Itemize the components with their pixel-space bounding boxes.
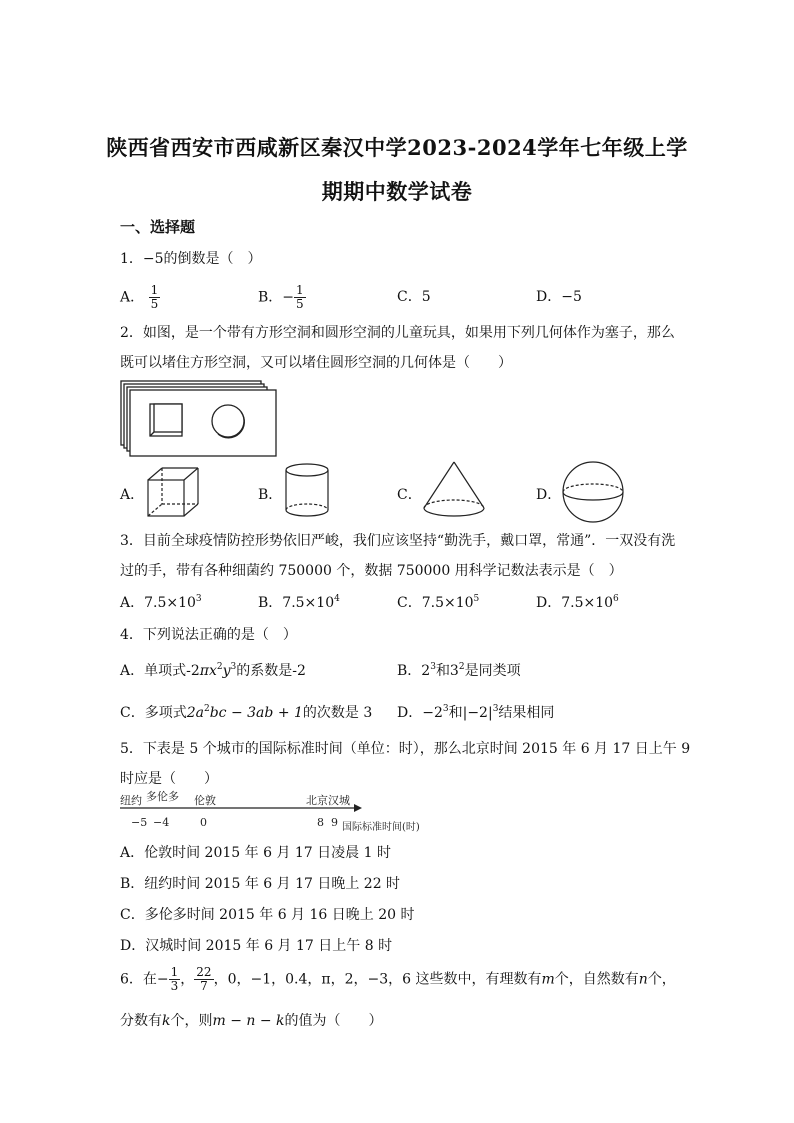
axis-arrow-icon [354, 804, 362, 812]
q1-option-d: D．−5 [536, 289, 582, 305]
q5-option-b: B．纽约时间 2015 年 6 月 17 日晚上 22 时 [120, 876, 401, 892]
q2-option-b-label: B． [258, 487, 283, 503]
question-4-text: 4．下列说法正确的是（ ） [120, 627, 297, 643]
question-6-line1: 6．在− $\frac{1}{3}$ ， $\frac{22}{7}$ ，0，−1，0.4，π，2，−3，6 这些数中，有理数有m个，自然数有n个， [120, 965, 676, 993]
question-3-line1: 3．目前全球疫情防控形势依旧严峻，我们应该坚持“勤洗手，戴口罩，常通”．一双没有洗 [120, 533, 676, 549]
q1-option-a: A． $\frac{1}{5}$ [120, 283, 159, 311]
cube-icon [146, 466, 200, 518]
q5-option-d: D．汉城时间 2015 年 6 月 17 日上午 8 时 [120, 938, 393, 954]
city-label-newyork: 纽约 [120, 794, 142, 807]
question-2-line1: 2．如图，是一个带有方形空洞和圆形空洞的儿童玩具，如果用下列几何体作为塞子，那么 [120, 325, 675, 341]
q4-option-c: C．多项式$2a^2bc - 3ab + 1$的次数是 3 [120, 704, 373, 721]
tick-label: 8 [317, 816, 324, 829]
q3-option-a: A．$7.5\times 10^3$ [120, 594, 202, 611]
fraction: $\frac{1}{3}$ [170, 965, 179, 993]
question-5-line1: 5．下表是 5 个城市的国际标准时间（单位：时），那么北京时间 2015 年 6 月 17 日上午 9 [120, 741, 691, 757]
q1-option-b: B．− $\frac{1}{5}$ [258, 283, 304, 311]
question-2-line2: 既可以堵住方形空洞，又可以堵住圆形空洞的几何体是（ ） [120, 355, 512, 371]
page-title-line1: 陕西省西安市西咸新区秦汉中学2023-2024学年七年级上学 [106, 135, 688, 160]
city-label-beijing-seoul: 北京汉城 [306, 794, 350, 807]
city-label-toronto: 多伦多 [146, 790, 179, 803]
question-5-line2: 时应是（ ） [120, 771, 218, 787]
fraction: $\frac{1}{5}$ [296, 283, 304, 311]
time-zone-number-line [116, 790, 446, 836]
city-label-london: 伦敦 [194, 794, 216, 807]
section-heading: 一、选择题 [120, 218, 196, 236]
tick-label: 0 [200, 816, 207, 829]
fraction: $\frac{1}{5}$ [150, 283, 159, 311]
tick-label: 9 [331, 816, 338, 829]
toy-board-figure [120, 380, 278, 458]
cone-icon [420, 460, 490, 522]
cylinder-icon [282, 462, 332, 520]
q3-option-b: B．$7.5\times 10^4$ [258, 594, 340, 611]
tick-label: −5 [131, 816, 148, 829]
question-3-line2: 过的手，带有各种细菌约 750000 个，数据 750000 用科学记数法表示是（ ） [120, 563, 623, 579]
q2-option-a-label: A． [120, 487, 145, 503]
axis-label: 国际标准时间(时) [342, 822, 420, 833]
q4-option-b: B．$2^3$和$3^2$是同类项 [397, 662, 521, 679]
q1-option-c: C．5 [397, 289, 431, 305]
tick-label: −4 [153, 816, 170, 829]
q5-option-c: C．多伦多时间 2015 年 6 月 16 日晚上 20 时 [120, 907, 415, 923]
fraction: $\frac{22}{7}$ [196, 965, 212, 993]
sphere-icon [560, 460, 626, 524]
q2-option-d-label: D． [536, 487, 562, 503]
q3-option-c: C．$7.5\times 10^5$ [397, 594, 480, 611]
q4-option-d: D．$-2^3$和$|-2|^3$结果相同 [397, 704, 555, 721]
q3-option-d: D．$7.5\times 10^6$ [536, 594, 619, 611]
q5-option-a: A．伦敦时间 2015 年 6 月 17 日凌晨 1 时 [120, 845, 391, 861]
q4-option-a: A．单项式$-2\pi x^2y^3$的系数是-2 [120, 662, 306, 679]
question-6-line2: 分数有k个，则m − n − k的值为（ ） [120, 1013, 383, 1029]
question-1-text: 1．−5的倒数是（ ） [120, 251, 262, 267]
page-title-line2: 期期中数学试卷 [321, 179, 473, 204]
q2-option-c-label: C． [397, 487, 422, 503]
